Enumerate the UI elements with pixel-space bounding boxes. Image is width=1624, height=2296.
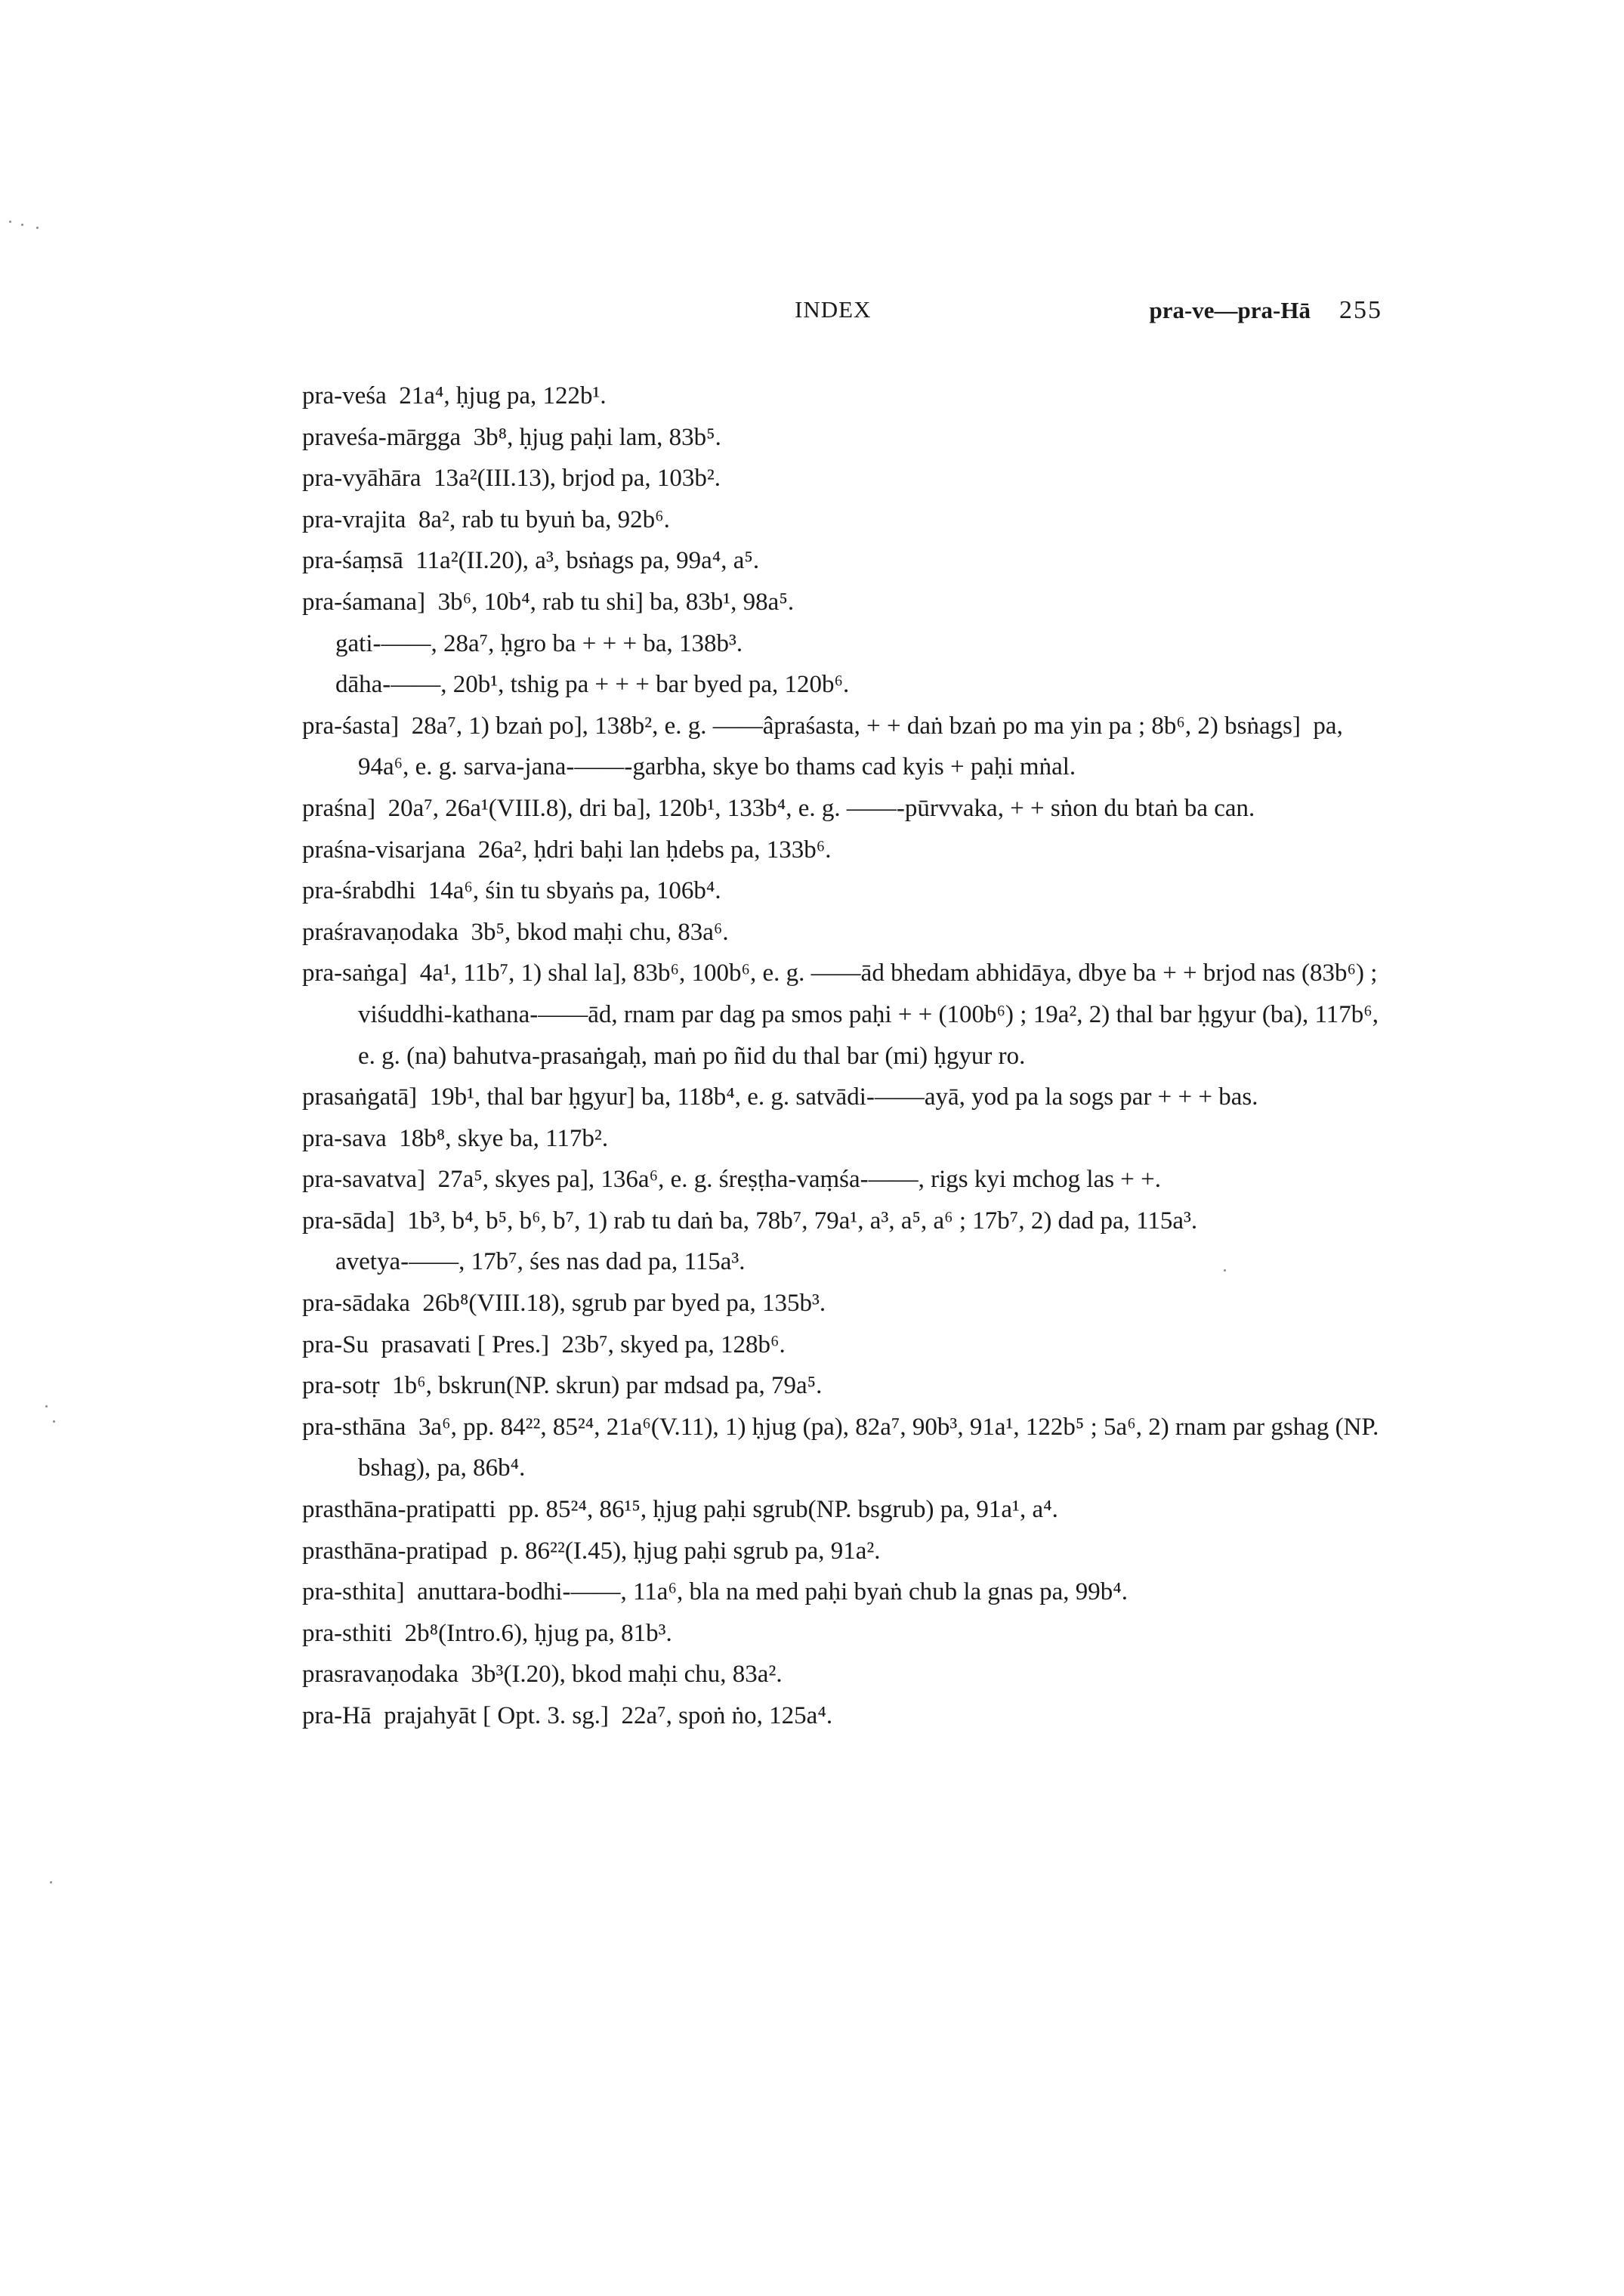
entry-text: pra-sthiti 2b⁸(Intro.6), ḥjug pa, 81b³. <box>302 1619 672 1647</box>
index-entry <box>302 1613 1382 1655</box>
index-entry <box>302 1324 1382 1366</box>
entry-text: praśna-visarjana 26a², ḥdri baḥi lan ḥdebs pa, 133b⁶. <box>302 836 832 864</box>
entry-text: pra-sava 18b⁸, skye ba, 117b². <box>302 1124 609 1152</box>
header-right <box>1149 296 1382 325</box>
entry-text: prasravaṇodaka 3b³(I.20), bkod maḥi chu, 83a². <box>302 1661 783 1689</box>
entry-text: prasthāna-pratipad p. 86²²(I.45), ḥjug paḥi sgrub pa, 91a². <box>302 1537 881 1565</box>
scan-speck <box>50 1881 52 1883</box>
index-entry <box>302 870 1382 912</box>
header-range: pra-ve—pra-Hā <box>1149 297 1311 323</box>
entry-text: pra-Su prasavati [ Pres.] 23b⁷, skyed pa, 128b⁶. <box>302 1330 786 1358</box>
entry-text: gati-——, 28a⁷, ḥgro ba + + + ba, 138b³. <box>335 629 743 657</box>
index-entry <box>302 912 1382 953</box>
index-entry <box>302 1571 1382 1613</box>
entry-text: pra-saṅga] 4a¹, 11b⁷, 1) shal la], 83b⁶, 100b⁶, e. g. ——ād bhedam abhidāya, dbye ba + + brjod nas (83b⁶) ; viśuddhi-kathana-——ād, rnam par dag pa smos paḥi + + (100b⁶) ; 19a², 2) thal bar ḥgyur (ba), 117b⁶, e. g. (na) bahutva-prasaṅgaḥ, maṅ po ñid du thal bar (mi) ḥgyur ro. <box>302 959 1385 1070</box>
index-entry <box>302 375 1382 417</box>
entry-text: pra-Hā prajahyāt [ Opt. 3. sg.] 22a⁷, spoṅ ṅo, 125a⁴. <box>302 1702 833 1729</box>
entry-text: pra-savatva] 27a⁵, skyes pa], 136a⁶, e. g. śreṣṭha-vaṃśa-——, rigs kyi mchog las + +. <box>302 1166 1162 1194</box>
entry-text: pra-śrabdhi 14a⁶, śin tu sbyaṅs pa, 106b⁴. <box>302 877 721 905</box>
index-entry <box>302 1695 1382 1737</box>
entry-text: pra-vrajita 8a², rab tu byuṅ ba, 92b⁶. <box>302 505 670 533</box>
entry-text: pra-sāda] 1b³, b⁴, b⁵, b⁶, b⁷, 1) rab tu daṅ ba, 78b⁷, 79a¹, a³, a⁵, a⁶ ; 17b⁷, 2) dad pa, 115a³. <box>302 1207 1198 1235</box>
entry-text: pra-sotṛ 1b⁶, bskrun(NP. skrun) par mdsad pa, 79a⁵. <box>302 1372 823 1400</box>
index-entry <box>302 582 1382 623</box>
index-entry <box>302 788 1382 830</box>
index-entry <box>302 1531 1382 1572</box>
index-entry <box>302 1077 1382 1118</box>
entry-text: dāha-——, 20b¹, tshig pa + + + bar byed pa, 120b⁶. <box>335 671 850 699</box>
index-entry <box>302 830 1382 871</box>
entry-text: pra-vyāhāra 13a²(III.13), brjod pa, 103b². <box>302 465 721 493</box>
index-entry <box>302 1654 1382 1695</box>
index-entry <box>302 706 1382 788</box>
index-entries <box>302 375 1385 1737</box>
scan-speck <box>36 227 39 229</box>
running-header <box>302 296 1382 334</box>
entry-text: praśravaṇodaka 3b⁵, bkod maḥi chu, 83a⁶. <box>302 918 729 946</box>
index-entry <box>302 417 1382 459</box>
scan-speck <box>45 1405 48 1408</box>
entry-text: pra-śasta] 28a⁷, 1) bzaṅ po], 138b², e. g. ——âpraśasta, + + daṅ bzaṅ po ma yin pa ; 8b⁶, 2) bsṅags] pa, 94a⁶, e. g. sarva-jana-——-garbha, skye bo thams cad kyis + paḥi mṅal. <box>302 712 1350 781</box>
scan-speck <box>9 221 11 223</box>
index-entry <box>302 499 1382 541</box>
entry-text: pra-veśa 21a⁴, ḥjug pa, 122b¹. <box>302 382 607 409</box>
entry-text: pra-sthāna 3a⁶, pp. 84²², 85²⁴, 21a⁶(V.11), 1) ḥjug (pa), 82a⁷, 90b³, 91a¹, 122b⁵ ; 5a⁶, 2) rnam par gshag (NP. bshag), pa, 86b⁴. <box>302 1413 1385 1482</box>
scan-speck <box>1224 1269 1226 1272</box>
index-entry <box>302 1283 1382 1324</box>
scan-speck <box>53 1420 55 1423</box>
entry-text: pra-sādaka 26b⁸(VIII.18), sgrub par byed pa, 135b³. <box>302 1290 826 1318</box>
entry-text: prasthāna-pratipatti pp. 85²⁴, 86¹⁵, ḥjug paḥi sgrub(NP. bsgrub) pa, 91a¹, a⁴. <box>302 1496 1058 1524</box>
entry-text: avetya-——, 17b⁷, śes nas dad pa, 115a³. <box>335 1248 746 1276</box>
entry-text: prasaṅgatā] 19b¹, thal bar ḥgyur] ba, 118b⁴, e. g. satvādi-——ayā, yod pa la sogs par + + + bas. <box>302 1083 1258 1111</box>
index-entry <box>302 1118 1382 1160</box>
entry-text: praśna] 20a⁷, 26a¹(VIII.8), dri ba], 120b¹, 133b⁴, e. g. ——-pūrvvaka, + + sṅon du btaṅ ba can. <box>302 794 1255 822</box>
index-entry <box>302 1407 1385 1489</box>
index-entry <box>302 1201 1382 1242</box>
index-entry <box>302 1159 1382 1201</box>
entry-text: pra-śaṃsā 11a²(II.20), a³, bsṅags pa, 99a⁴, a⁵. <box>302 547 760 575</box>
index-entry <box>302 1489 1382 1531</box>
index-entry <box>302 540 1382 582</box>
entry-text: pra-śamana] 3b⁶, 10b⁴, rab tu shi] ba, 83b¹, 98a⁵. <box>302 588 795 616</box>
page-number: 255 <box>1339 296 1382 324</box>
entry-text: praveśa-mārgga 3b⁸, ḥjug paḥi lam, 83b⁵. <box>302 423 721 451</box>
index-subentry <box>302 623 1382 665</box>
index-subentry <box>302 1241 1382 1283</box>
index-entry <box>302 953 1385 1077</box>
index-subentry <box>302 664 1382 706</box>
scan-speck <box>21 224 23 226</box>
header-title: INDEX <box>795 296 872 323</box>
index-entry <box>302 1365 1382 1407</box>
entry-text: pra-sthita] anuttara-bodhi-——, 11a⁶, bla na med paḥi byaṅ chub la gnas pa, 99b⁴. <box>302 1578 1128 1606</box>
index-entry <box>302 458 1382 499</box>
